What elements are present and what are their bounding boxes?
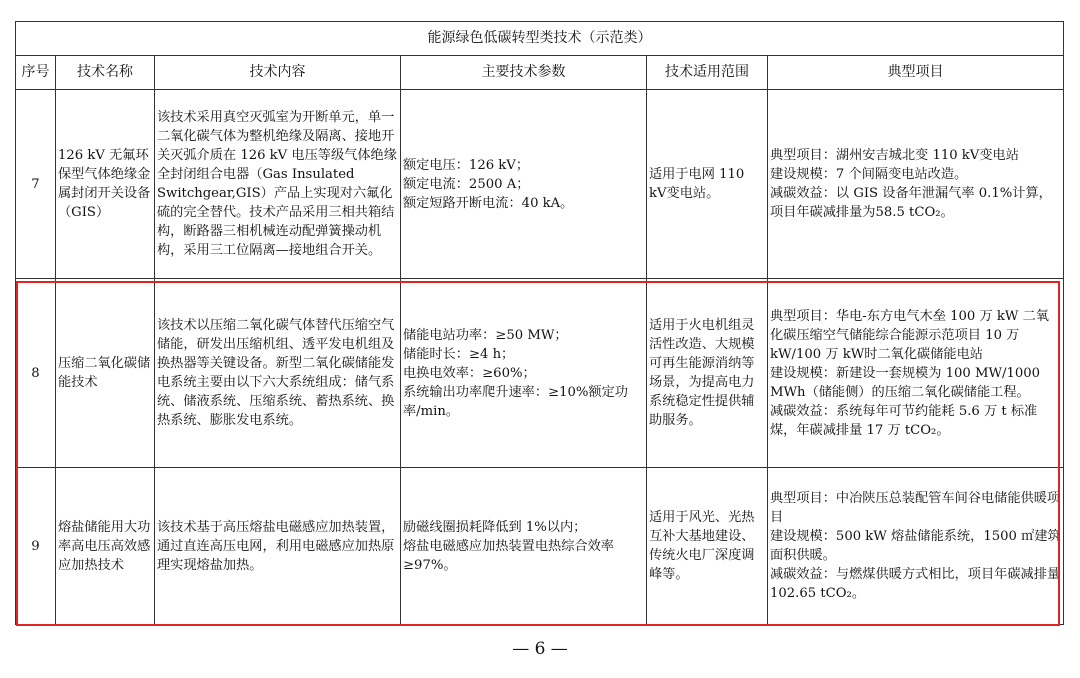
header-project: 典型项目 <box>768 56 1064 90</box>
project-line: 建设规模：500 kW 熔盐储能系统，1500 ㎡建筑面积供暖。 <box>770 529 1061 563</box>
param-line: 系统输出功率爬升速率：≥10%额定功率/min。 <box>403 384 628 419</box>
typical-project <box>768 468 1064 625</box>
tech-content: 该技术以压缩二氧化碳气体替代压缩空气储能，研发出压缩机组、透平发电机组及换热器等关键设备。新型二氧化碳储能发电系统主要由以下六大系统组成：储气系统、储液系统、压缩系统、蓄热系统、换热系统、膨胀发电系统。 <box>155 279 401 468</box>
header-params: 主要技术参数 <box>401 56 647 90</box>
project-line: 减碳效益：以 GIS 设备年泄漏气率 0.1%计算，项目年碳减排量为58.5 tCO₂。 <box>770 186 1052 220</box>
project-line: 建设规模：新建设一套规模为 100 MW/1000 MWh（储能侧）的压缩二氧化碳储能工程。 <box>770 365 1045 400</box>
param-line: 电换电效率：≥60%； <box>403 365 536 381</box>
project-line: 典型项目：湖州安吉城北变 110 kV变电站 <box>770 148 1019 163</box>
page-number: — 6 — <box>512 639 568 659</box>
project-line: 减碳效益：系统每年可节约能耗 5.6 万 t 标准煤，年碳减排量 17 万 tCO₂。 <box>770 403 1038 438</box>
tech-scope: 适用于电网 110 kV变电站。 <box>647 90 768 279</box>
typical-project <box>768 279 1064 468</box>
row-number: 7 <box>16 90 56 279</box>
header-no: 序号 <box>16 56 56 90</box>
typical-project <box>768 90 1064 279</box>
param-line: 储能时长：≥4 h； <box>403 346 515 362</box>
param-line: 熔盐电磁感应加热装置电热综合效率≥97%。 <box>403 538 614 573</box>
row-number: 9 <box>16 468 56 625</box>
table-row <box>16 279 1064 468</box>
param-line: 额定电压：126 kV； <box>403 157 530 173</box>
tech-params <box>401 90 647 279</box>
tech-name: 126 kV 无氟环保型气体绝缘金属封闭开关设备（GIS） <box>56 90 155 279</box>
param-line: 额定短路开断电流：40 kA。 <box>403 195 574 211</box>
tech-content: 该技术基于高压熔盐电磁感应加热装置，通过直连高压电网，利用电磁感应加热原理实现熔盐加热。 <box>155 468 401 625</box>
tech-name: 熔盐储能用大功率高电压高效感应加热技术 <box>56 468 155 625</box>
table-row <box>16 468 1064 625</box>
row-number: 8 <box>16 279 56 468</box>
project-line: 建设规模：7 个间隔变电站改造。 <box>770 167 968 182</box>
technology-table <box>15 21 1064 625</box>
tech-scope: 适用于风光、光热互补大基地建设、传统火电厂深度调峰等。 <box>647 468 768 625</box>
tech-name: 压缩二氧化碳储能技术 <box>56 279 155 468</box>
tech-content: 该技术采用真空灭弧室为开断单元，单一二氧化碳气体为整机绝缘及隔离、接地开关灭弧介质在 126 kV 电压等级气体绝缘全封闭组合电器（Gas Insulated Switchgear,GIS）产品上实现对六氟化硫的完全替代。技术产品采用三相共箱结构，断路器三相机械连动配弹簧操动机构，采用三工位隔离—接地组合开关。 <box>155 90 401 279</box>
tech-params <box>401 279 647 468</box>
param-line: 励磁线圈损耗降低到 1%以内； <box>403 519 587 535</box>
header-content: 技术内容 <box>155 56 401 90</box>
project-line: 减碳效益：与燃煤供暖方式相比，项目年碳减排量 102.65 tCO₂。 <box>770 567 1065 601</box>
tech-params <box>401 468 647 625</box>
table-title: 能源绿色低碳转型类技术（示范类） <box>16 22 1064 56</box>
param-line: 储能电站功率：≥50 MW； <box>403 327 568 343</box>
header-name: 技术名称 <box>56 56 155 90</box>
header-scope: 技术适用范围 <box>647 56 768 90</box>
param-line: 额定电流：2500 A； <box>403 176 530 192</box>
table-row <box>16 90 1064 279</box>
project-line: 典型项目：华电-东方电气木垒 100 万 kW 二氧化碳压缩空气储能综合能源示范项目 10 万 kW/100 万 kW时二氧化碳储能电站 <box>770 308 1049 362</box>
project-line: 典型项目：中冶陕压总装配管车间谷电储能供暖项目 <box>770 491 1061 525</box>
tech-scope: 适用于火电机组灵活性改造、大规模可再生能源消纳等场景，为提高电力系统稳定性提供辅助服务。 <box>647 279 768 468</box>
